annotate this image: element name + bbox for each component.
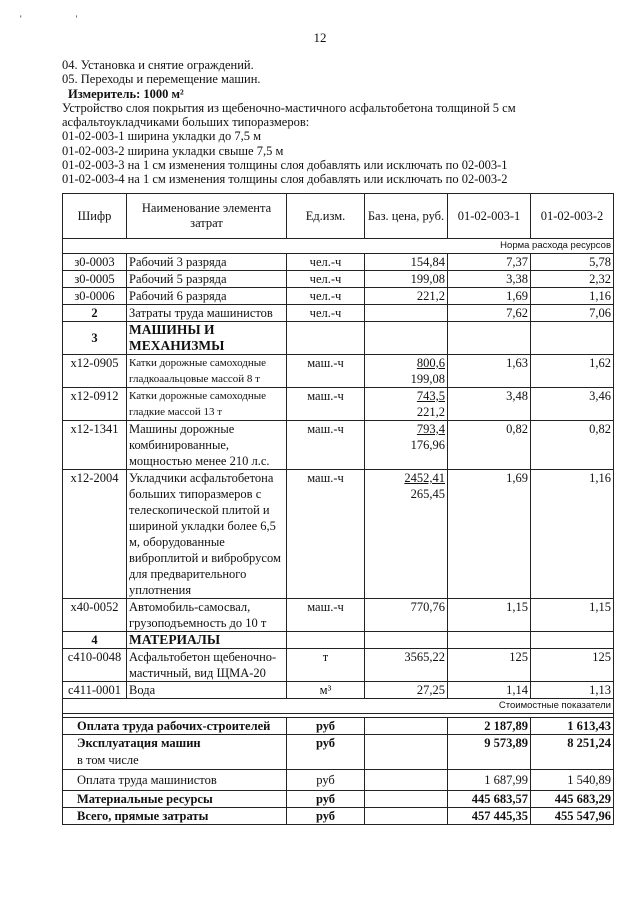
cost-value-2: 1 613,43: [531, 718, 614, 735]
row-unit: маш.-ч: [287, 599, 365, 632]
header-col2: 01-02-003-2: [531, 194, 614, 239]
description-line: Устройство слоя покрытия из щебеночно-мастичного асфальтобетона толщиной 5 см: [62, 100, 516, 115]
row-code: с411-0001: [63, 682, 127, 699]
cost-unit: руб: [287, 718, 365, 735]
cost-name: Всего, прямые затраты: [63, 808, 287, 825]
machinist-row: [63, 305, 614, 322]
empty-cell: [365, 791, 448, 808]
price-main: 793,4: [416, 422, 445, 436]
cost-unit: руб: [287, 770, 365, 791]
header-unit: Ед.изм.: [287, 194, 365, 239]
cost-caption-row: [63, 699, 614, 714]
section-code: 3: [63, 322, 127, 355]
row-value-1: 1,15: [448, 599, 531, 632]
materials-section-row: [63, 632, 614, 649]
row-price: 3565,22: [365, 649, 448, 682]
empty-cell: [287, 632, 365, 649]
row-value-2: 1,62: [531, 355, 614, 388]
row-code: с410-0048: [63, 649, 127, 682]
table-row: [63, 421, 614, 470]
row-name: Катки дорожные самоходные гладкие массой 13 т: [127, 388, 287, 421]
table-row: [63, 470, 614, 599]
cost-unit: руб: [287, 735, 365, 770]
row-name: Затраты труда машинистов: [127, 305, 287, 322]
cost-name-main: Эксплуатация машин: [77, 736, 201, 750]
row-unit: т: [287, 649, 365, 682]
row-price: 770,76: [365, 599, 448, 632]
row-value-1: 1,69: [448, 470, 531, 599]
header-price: Баз. цена, руб.: [365, 194, 448, 239]
row-value-1: 3,48: [448, 388, 531, 421]
row-price: 221,2: [365, 288, 448, 305]
row-value-1: 1,14: [448, 682, 531, 699]
row-value-2: 3,46: [531, 388, 614, 421]
empty-cell: [365, 322, 448, 355]
row-value-1: 125: [448, 649, 531, 682]
cost-value-1: 1 687,99: [448, 770, 531, 791]
row-name: Асфальтобетон щебеночно-мастичный, вид ЩМА-20: [127, 649, 287, 682]
norm-caption-row: [63, 239, 614, 254]
row-unit: чел.-ч: [287, 305, 365, 322]
section-title: [127, 322, 287, 355]
row-name: Рабочий 5 разряда: [127, 271, 287, 288]
empty-cell: [531, 632, 614, 649]
table-row: [63, 599, 614, 632]
table-row: [63, 254, 614, 271]
row-value-2: 1,13: [531, 682, 614, 699]
header-code: Шифр: [63, 194, 127, 239]
resource-table: [62, 193, 614, 825]
cost-caption: Стоимостные показатели: [63, 699, 614, 714]
cost-row: [63, 791, 614, 808]
cost-value-1: 9 573,89: [448, 735, 531, 770]
empty-cell: [365, 808, 448, 825]
row-unit: маш.-ч: [287, 388, 365, 421]
section-title: МАТЕРИАЛЫ: [127, 632, 287, 649]
cost-name: [63, 735, 287, 770]
cost-value-2: 445 683,29: [531, 791, 614, 808]
row-value-2: 125: [531, 649, 614, 682]
section-title-line: МАШИНЫ И: [129, 322, 215, 337]
description-line: 01-02-003-4 на 1 см изменения толщины слоя добавлять или исключать по 02-003-2: [62, 172, 508, 187]
empty-cell: [448, 322, 531, 355]
row-code: х12-0905: [63, 355, 127, 388]
price-secondary: 176,96: [410, 438, 445, 452]
row-price: [365, 355, 448, 388]
row-unit: маш.-ч: [287, 421, 365, 470]
price-main: 743,5: [416, 389, 445, 403]
row-value-1: 0,82: [448, 421, 531, 470]
cost-name: Материальные ресурсы: [63, 791, 287, 808]
row-value-2: 7,06: [531, 305, 614, 322]
row-price: 199,08: [365, 271, 448, 288]
row-name: Автомобиль-самосвал, грузоподъемность до 10 т: [127, 599, 287, 632]
row-value-1: 7,37: [448, 254, 531, 271]
row-code: х12-2004: [63, 470, 127, 599]
machines-section-row: [63, 322, 614, 355]
page-number: 12: [313, 30, 327, 45]
row-price: [365, 421, 448, 470]
cost-name: Оплата труда рабочих-строителей: [63, 718, 287, 735]
row-code: з0-0006: [63, 288, 127, 305]
row-value-2: 1,16: [531, 470, 614, 599]
row-name: Рабочий 6 разряда: [127, 288, 287, 305]
description-line: 01-02-003-2 ширина укладки свыше 7,5 м: [62, 143, 284, 158]
description-line: 01-02-003-1 ширина укладки до 7,5 м: [62, 129, 261, 144]
empty-cell: [365, 632, 448, 649]
cost-value-2: 455 547,96: [531, 808, 614, 825]
row-code: 2: [63, 305, 127, 322]
cost-unit: руб: [287, 808, 365, 825]
empty-cell: [448, 632, 531, 649]
row-value-2: 0,82: [531, 421, 614, 470]
cost-name: Оплата труда машинистов: [63, 770, 287, 791]
table-row: [63, 355, 614, 388]
row-value-1: 1,69: [448, 288, 531, 305]
cost-value-2: 8 251,24: [531, 735, 614, 770]
cost-value-1: 457 445,35: [448, 808, 531, 825]
row-code: х40-0052: [63, 599, 127, 632]
header-name: Наименование элемента затрат: [127, 194, 287, 239]
empty-cell: [365, 770, 448, 791]
row-unit: чел.-ч: [287, 254, 365, 271]
empty-cell: [531, 322, 614, 355]
row-unit: маш.-ч: [287, 470, 365, 599]
row-name: Рабочий 3 разряда: [127, 254, 287, 271]
row-value-2: 2,32: [531, 271, 614, 288]
row-name: Вода: [127, 682, 287, 699]
row-value-1: 7,62: [448, 305, 531, 322]
empty-cell: [365, 735, 448, 770]
row-value-2: 1,15: [531, 599, 614, 632]
row-value-1: 1,63: [448, 355, 531, 388]
table-row: [63, 682, 614, 699]
price-secondary: 221,2: [416, 405, 445, 419]
empty-cell: [365, 718, 448, 735]
price-main: 2452,41: [404, 471, 445, 485]
table-row: [63, 288, 614, 305]
row-code: х12-1341: [63, 421, 127, 470]
cost-row: [63, 735, 614, 770]
row-value-2: 5,78: [531, 254, 614, 271]
cost-value-2: 1 540,89: [531, 770, 614, 791]
description-line: 01-02-003-3 на 1 см изменения толщины слоя добавлять или исключать по 02-003-1: [62, 158, 508, 173]
row-price: [365, 470, 448, 599]
row-price: [365, 305, 448, 322]
row-unit: м³: [287, 682, 365, 699]
cost-value-1: 445 683,57: [448, 791, 531, 808]
price-secondary: 199,08: [410, 372, 445, 386]
intro-line: 05. Переходы и перемещение машин.: [62, 72, 261, 87]
row-unit: чел.-ч: [287, 271, 365, 288]
cost-unit: руб: [287, 791, 365, 808]
intro-line: 04. Установка и снятие ограждений.: [62, 58, 254, 72]
measure-unit: Измеритель: 1000 м²: [68, 86, 184, 101]
row-unit: маш.-ч: [287, 355, 365, 388]
cost-row: [63, 808, 614, 825]
empty-cell: [287, 322, 365, 355]
row-name: Машины дорожные комбинированные, мощностью менее 210 л.с.: [127, 421, 287, 470]
cost-name-sub: в том числе: [77, 753, 139, 767]
scan-specks: ' ': [20, 14, 104, 24]
table-row: [63, 388, 614, 421]
price-main: 800,6: [416, 356, 445, 370]
table-row: [63, 649, 614, 682]
row-name: Укладчики асфальтобетона больших типоразмеров с телескопической плитой и шириной укладки более 6,5 м, оборудованные виброплитой и вибробрусом для предварительного уплотнения: [127, 470, 287, 599]
cost-row: [63, 770, 614, 791]
row-code: з0-0005: [63, 271, 127, 288]
row-value-2: 1,16: [531, 288, 614, 305]
section-code: 4: [63, 632, 127, 649]
header-col1: 01-02-003-1: [448, 194, 531, 239]
norm-caption: Норма расхода ресурсов: [63, 239, 614, 254]
row-name: Катки дорожные самоходные гладкоаальцовые массой 8 т: [127, 355, 287, 388]
table-row: [63, 271, 614, 288]
row-code: х12-0912: [63, 388, 127, 421]
row-unit: чел.-ч: [287, 288, 365, 305]
table-header-row: [63, 194, 614, 239]
cost-row: [63, 718, 614, 735]
row-price: 27,25: [365, 682, 448, 699]
cost-value-1: 2 187,89: [448, 718, 531, 735]
price-secondary: 265,45: [410, 487, 445, 501]
section-title-line: МЕХАНИЗМЫ: [129, 338, 225, 353]
row-value-1: 3,38: [448, 271, 531, 288]
row-price: 154,84: [365, 254, 448, 271]
description-line: асфальтоукладчиками больших типоразмеров:: [62, 115, 310, 130]
intro-text: [62, 58, 622, 187]
row-price: [365, 388, 448, 421]
row-code: з0-0003: [63, 254, 127, 271]
